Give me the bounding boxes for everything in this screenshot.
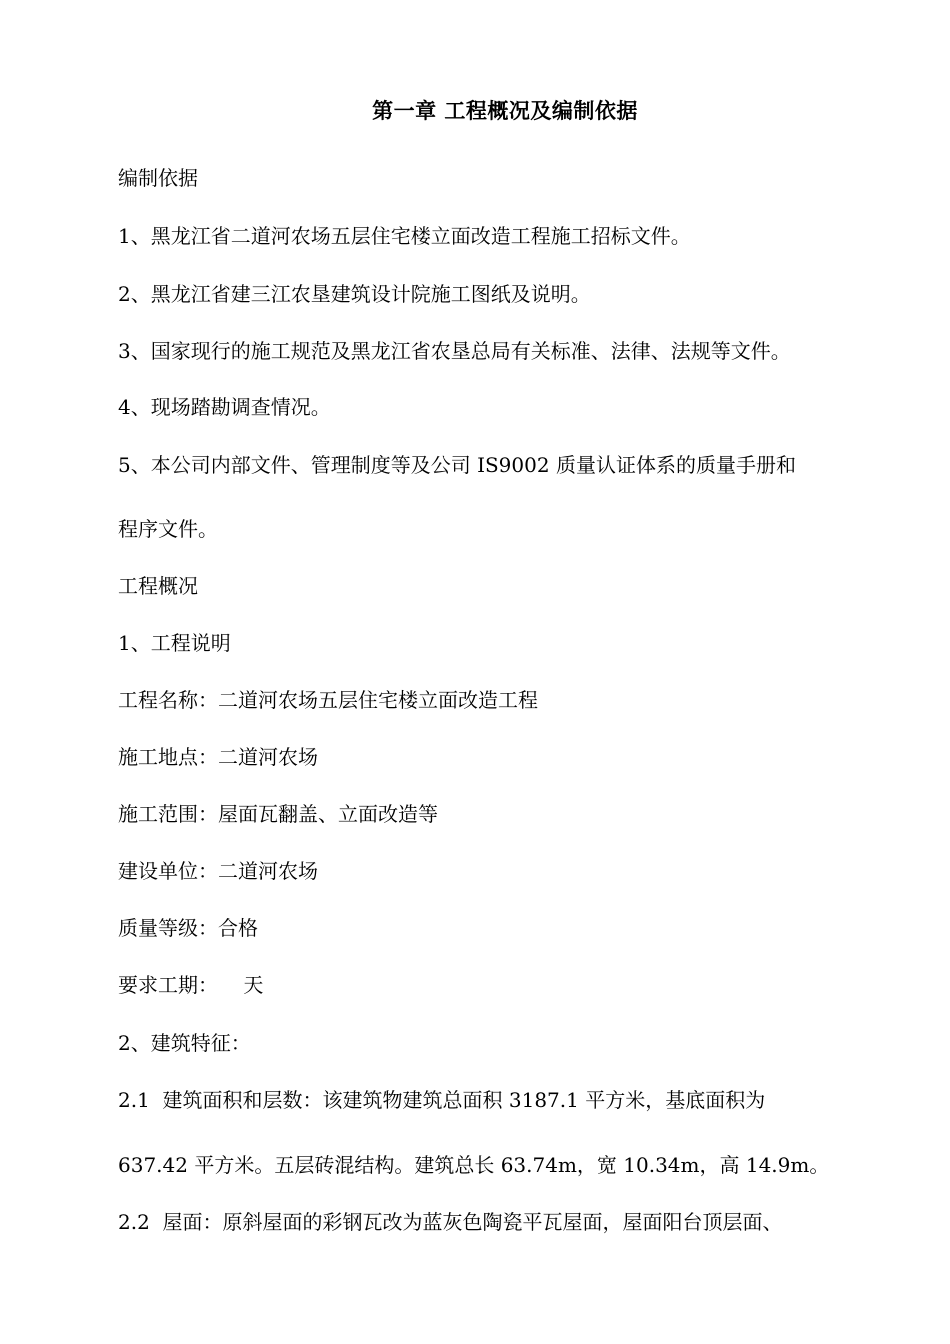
building-area-paragraph: 2.1 建筑面积和层数：该建筑物建筑总面积 3187.1 平方米，基底面积为 [118,1088,766,1112]
basis-item-5-continued: 程序文件。 [118,517,218,541]
building-area-continued: 637.42 平方米。五层砖混结构。建筑总长 63.74m，宽 10.34m，高 14.9m。 [118,1153,830,1177]
chapter-title: 第一章 工程概况及编制依据 [372,99,638,123]
basis-item-1: 1、黑龙江省二道河农场五层住宅楼立面改造工程施工招标文件。 [118,224,691,248]
overview-item-1: 1、工程说明 [118,631,231,655]
overview-item-2: 2、建筑特征： [118,1031,251,1055]
quality-grade: 质量等级：合格 [118,916,258,940]
basis-item-3: 3、国家现行的施工规范及黑龙江省农垦总局有关标准、法律、法规等文件。 [118,339,791,363]
construction-site: 施工地点：二道河农场 [118,745,318,769]
basis-item-2: 2、黑龙江省建三江农垦建筑设计院施工图纸及说明。 [118,282,591,306]
basis-item-4: 4、现场踏勘调查情况。 [118,395,331,419]
basis-item-5: 5、本公司内部文件、管理制度等及公司 IS9002 质量认证体系的质量手册和 [118,453,796,477]
project-name: 工程名称：二道河农场五层住宅楼立面改造工程 [118,688,538,712]
roof-paragraph: 2.2 屋面：原斜屋面的彩钢瓦改为蓝灰色陶瓷平瓦屋面，屋面阳台顶层面、 [118,1210,783,1234]
construction-scope: 施工范围：屋面瓦翻盖、立面改造等 [118,802,438,826]
section-heading-overview: 工程概况 [118,574,198,598]
required-period: 要求工期： 天 [118,973,264,997]
section-heading-basis: 编制依据 [118,166,198,190]
construction-unit: 建设单位：二道河农场 [118,859,318,883]
